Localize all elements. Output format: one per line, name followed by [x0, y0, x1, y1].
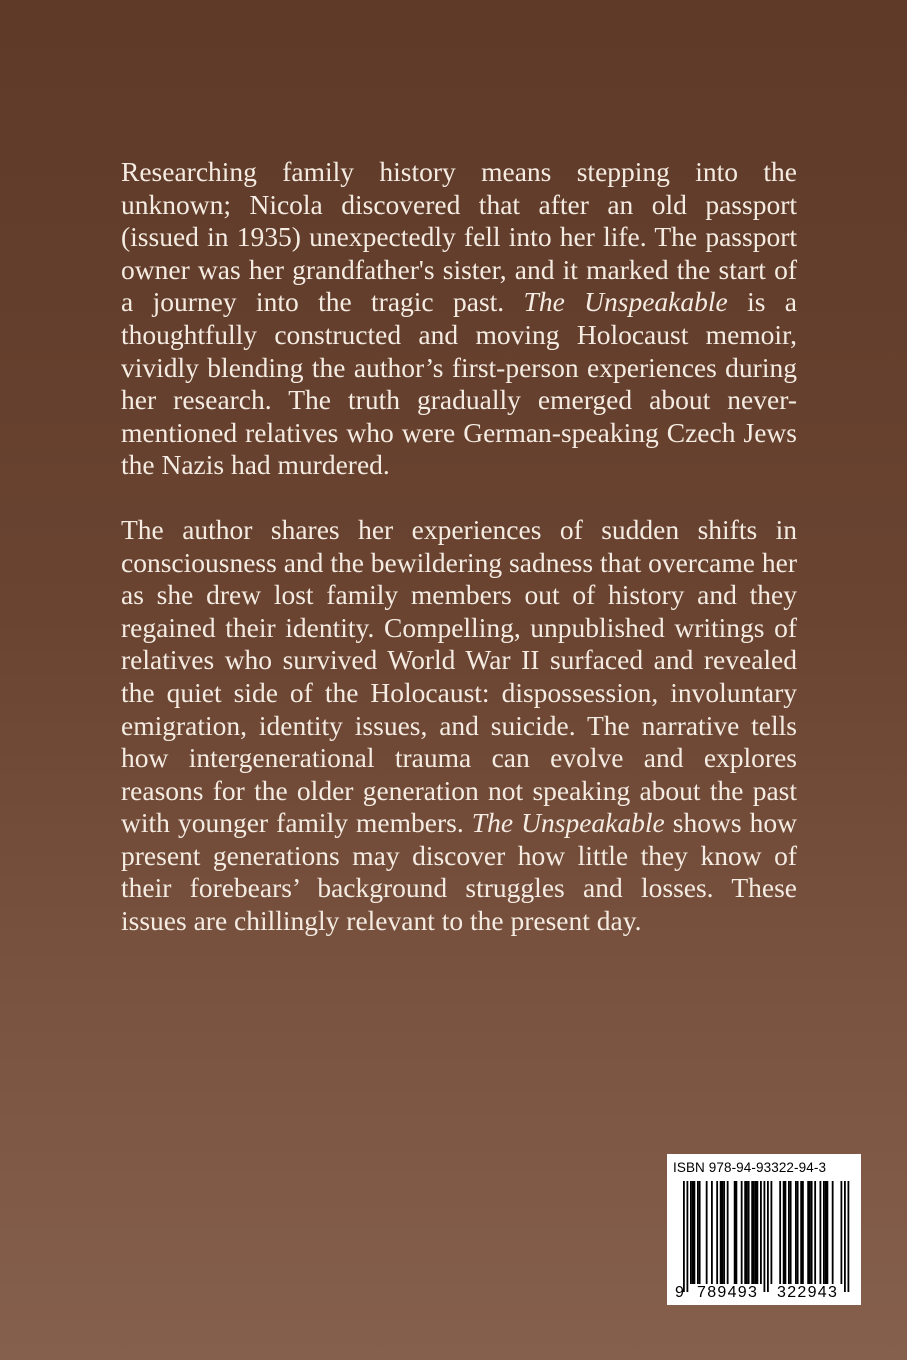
blurb-paragraph-1 — [121, 156, 797, 482]
barcode-bar — [802, 1181, 804, 1284]
barcode-bar — [716, 1181, 718, 1284]
barcode-bar — [748, 1181, 750, 1284]
barcode-bar — [697, 1181, 699, 1284]
barcode-bar — [820, 1181, 822, 1284]
barcode-bar — [790, 1181, 792, 1284]
barcode-bar — [692, 1181, 694, 1284]
book-title-italic: The Unspeakable — [471, 807, 665, 839]
barcode-bar — [722, 1181, 724, 1284]
blurb-text: The author shares her experiences of sudden shifts in consciousness and the bewildering sadness that overcame her as she drew lost family members out of history and they regained their identity. Compelling, unpublished writings of relatives who survived World War II surfaced and revealed the quiet side of the Holocaust: dispossession, involuntary emigration, identity issues, and suicide. The narrative tells how intergenerational trauma can evolve and explores reasons for the older generation not speaking about the past with younger family members. — [121, 513, 797, 839]
barcode-bar — [727, 1181, 729, 1284]
barcode-digits-right: 322943 — [777, 1284, 839, 1301]
barcode-bar — [734, 1181, 736, 1284]
barcode-bar — [711, 1181, 713, 1284]
blurb-text: Researching family history means stepping into the unknown; Nicola discovered that after an old passport (issued in 1935) unexpectedly fell into her life. The passport owner was her grandfather's sister, and it marked the start of a journey into the tragic past. — [121, 156, 797, 318]
barcode-bar — [755, 1181, 757, 1284]
barcode-bar — [827, 1181, 829, 1284]
barcode-bars — [667, 1154, 861, 1305]
barcode-bar — [832, 1181, 834, 1284]
barcode-bar — [788, 1181, 790, 1284]
barcode-bar — [720, 1181, 722, 1284]
barcode-bar — [706, 1181, 708, 1284]
barcode-bar — [779, 1181, 781, 1284]
barcode-bar — [795, 1181, 797, 1284]
barcode-bar — [825, 1181, 827, 1284]
barcode-bar — [746, 1181, 748, 1284]
barcode-bar — [760, 1181, 762, 1284]
barcode-bar — [783, 1181, 785, 1284]
barcode-bar — [848, 1181, 850, 1292]
barcode-bar — [785, 1181, 787, 1284]
barcode-bar — [844, 1181, 846, 1292]
barcode-bar — [807, 1181, 809, 1284]
barcode-bar — [809, 1181, 811, 1284]
barcode-bar — [687, 1181, 689, 1292]
isbn-barcode — [667, 1154, 861, 1305]
barcode-bar — [744, 1181, 746, 1284]
blurb-text: shows how present generations may discover how little they know of their forebears’ background struggles and losses. These issues are chillingly relevant to the present day. — [121, 807, 797, 937]
barcode-bar — [699, 1181, 701, 1284]
blurb-text: is a thoughtfully constructed and moving Holocaust memoir, vividly blending the author’s first-person experiences during her research. The truth gradually emerged about never-mentioned relatives who were German-speaking Czech Jews the Nazis had murdered. — [121, 286, 797, 481]
barcode-bar — [814, 1181, 816, 1284]
blurb-paragraph-2 — [121, 514, 797, 938]
barcode-bar — [683, 1181, 685, 1292]
book-title-italic: The Unspeakable — [523, 286, 728, 318]
barcode-bar — [723, 1181, 725, 1284]
barcode-bar — [751, 1181, 753, 1284]
barcode-digit-first: 9 — [675, 1284, 686, 1301]
barcode-bar — [800, 1181, 802, 1284]
isbn-label: ISBN 978-94-93322-94-3 — [673, 1160, 827, 1175]
barcode-bar — [694, 1181, 696, 1284]
barcode-bar — [736, 1181, 738, 1284]
barcode-bar — [753, 1181, 755, 1284]
barcode-bar — [690, 1181, 692, 1284]
barcode-bar — [811, 1181, 813, 1284]
barcode-bar — [767, 1181, 769, 1292]
barcode-bar — [771, 1181, 773, 1284]
barcode-bar — [757, 1181, 759, 1284]
back-cover-blurb — [121, 156, 797, 938]
barcode-bar — [764, 1181, 766, 1292]
barcode-bar — [741, 1181, 743, 1284]
barcode-bar — [841, 1181, 843, 1284]
barcode-bar — [823, 1181, 825, 1284]
barcode-digits-left: 789493 — [697, 1284, 759, 1301]
barcode-bar — [797, 1181, 799, 1284]
